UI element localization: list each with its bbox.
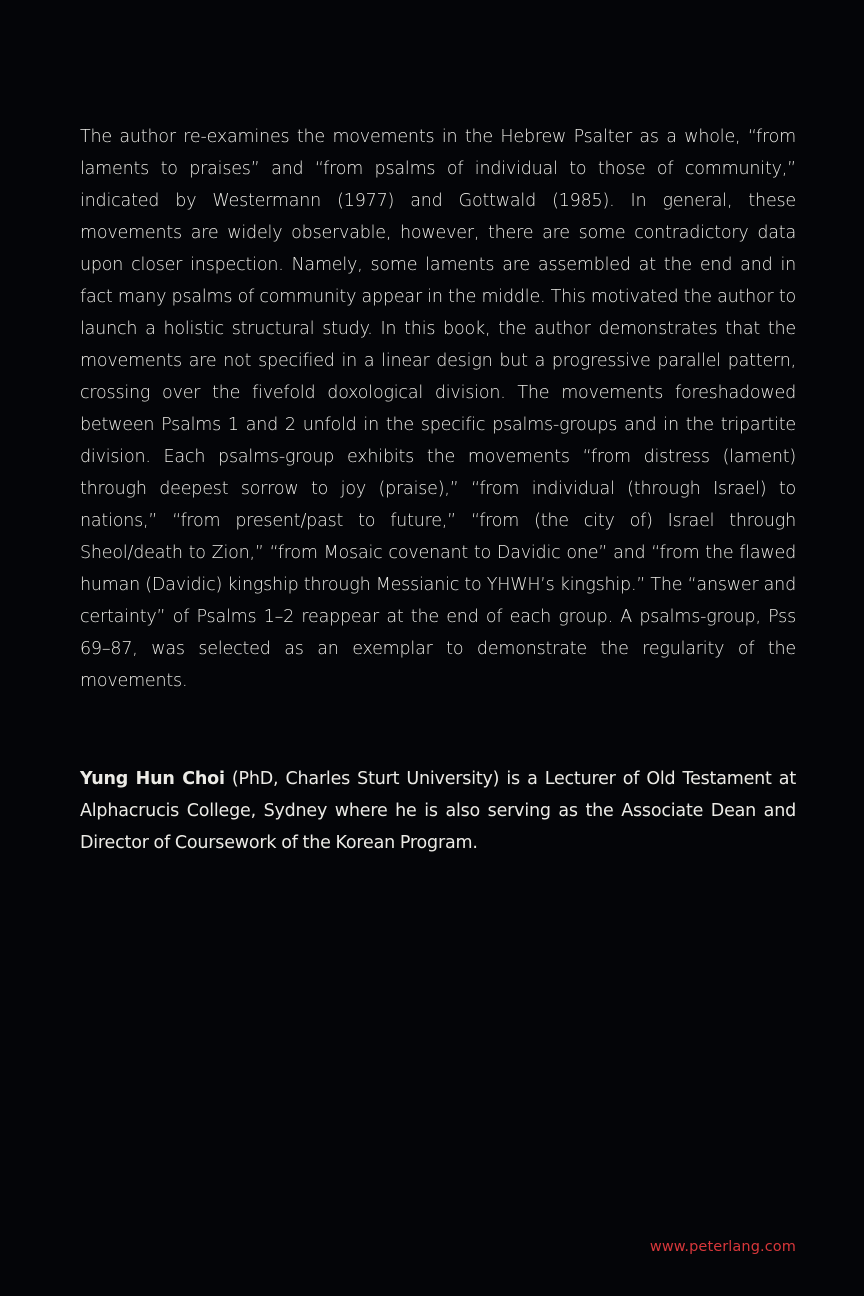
book-description: The author re-examines the movements in the Hebrew Psalter as a whole, “from laments to praises” and “from psalms of individual to those of community,” indicated by Westermann (1977) and Gottwald (1985). In general, these movements are widely observable, however, there are some contradictory data upon closer inspection. Namely, some laments are assembled at the end and in fact many psalms of community appear in the middle. This motivated the author to launch a holistic structural study. In this book, the author demonstrates that the movements are not specified in a linear design but a progressive parallel pattern, crossing over the fivefold doxological division. The movements foreshadowed between Psalms 1 and 2 unfold in the specific psalms-groups and in the tripartite division. Each psalms-group exhibits the movements “from distress (lament) through deepest sorrow to joy (praise),” “from individual (through Israel) to nations,” “from present/past to future,” “from (the city of) Israel through Sheol/death to Zion,” “from Mosaic covenant to Davidic one” and “from the flawed human (Davidic) kingship through Messianic to YHWH’s kingship.” The “answer and certainty” of Psalms 1–2 reappear at the end of each group. A psalms-group, Pss 69–87, was selected as an exemplar to demonstrate the regularity of the movements. (80, 127, 796, 691)
author-bio (80, 763, 796, 859)
author-bio-text: (PhD, Charles Sturt University) is a Lecturer of Old Testament at Alphacrucis College, Sydney where he is also serving as the Associate Dean and Director of Coursework of the Korean Program. (80, 769, 796, 853)
author-name: Yung Hun Choi (80, 769, 225, 789)
publisher-website[interactable]: www.peterlang.com (649, 1239, 796, 1255)
